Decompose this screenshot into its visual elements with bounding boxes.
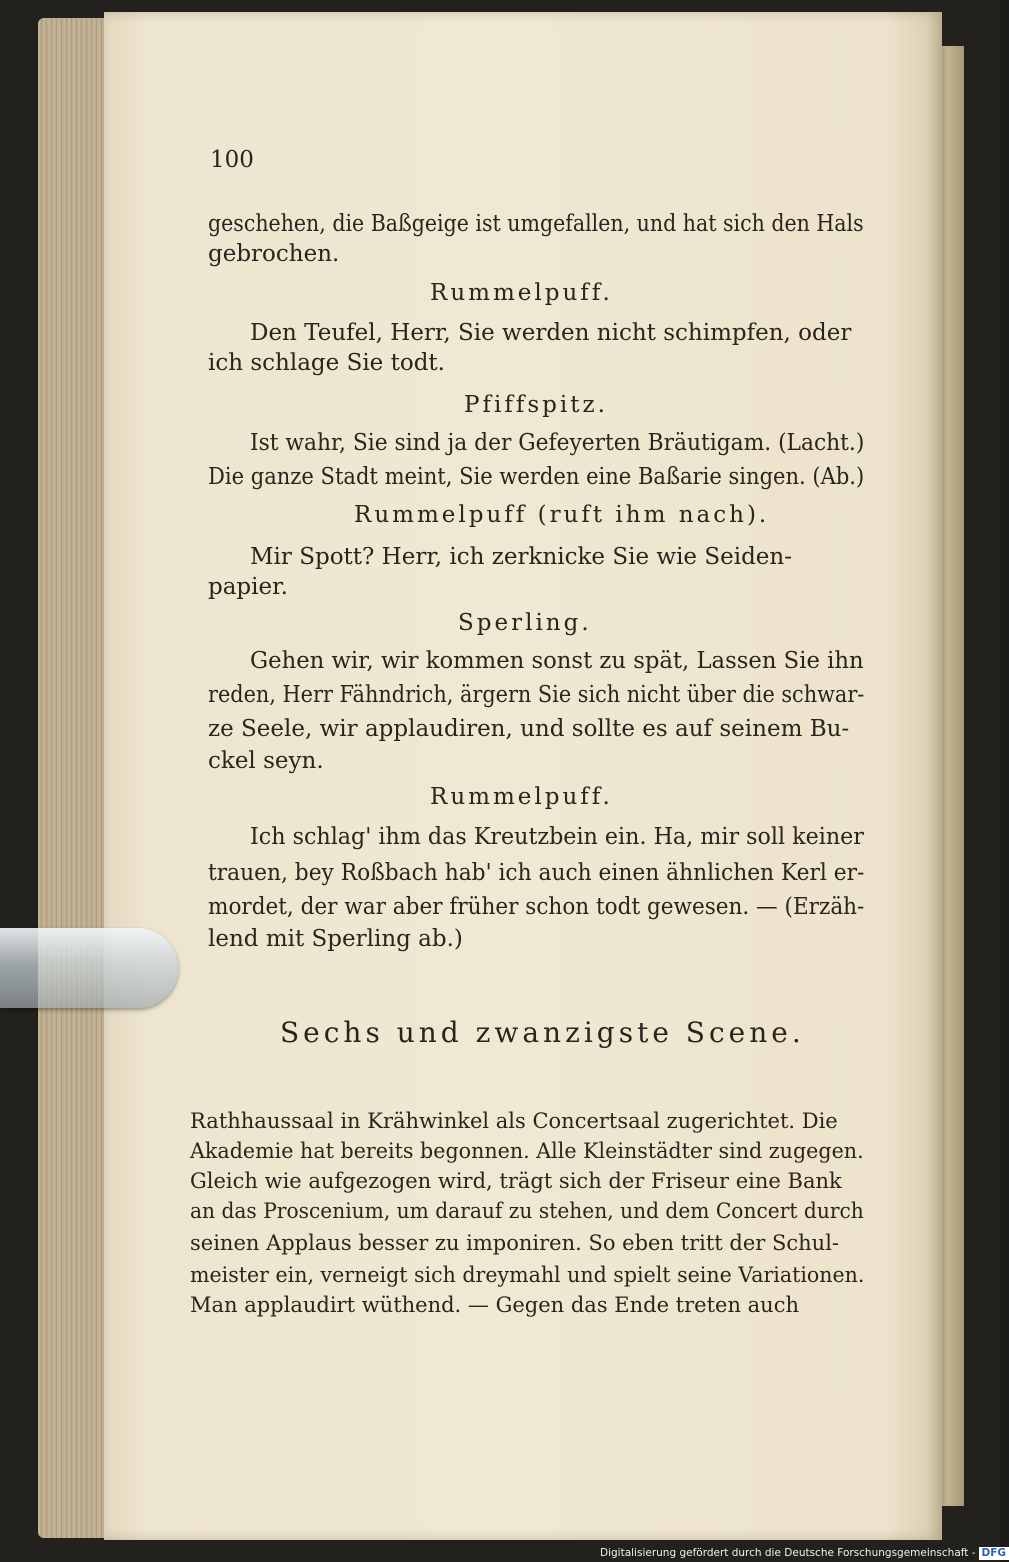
text-line: ich schlage Sie todt. xyxy=(208,350,445,376)
stage-direction-line: Rathhaussaal in Krähwinkel als Concertsaal zugerichtet. Die xyxy=(190,1109,838,1133)
text-line: geschehen, die Baßgeige ist umgefallen, und hat sich den Hals xyxy=(208,211,864,237)
speaker-name: Pfiffspitz. xyxy=(464,392,608,418)
text-line: trauen, bey Roßbach hab' ich auch einen ähnlichen Kerl er- xyxy=(208,860,865,886)
stage-direction-line: Man applaudirt wüthend. — Gegen das Ende treten auch xyxy=(190,1293,799,1317)
text-line: Mir Spott? Herr, ich zerknicke Sie wie Seiden- xyxy=(250,544,792,570)
speaker-name: Rummelpuff. xyxy=(430,280,613,306)
text-line: Den Teufel, Herr, Sie werden nicht schimpfen, oder xyxy=(250,320,852,346)
dfg-logo: DFG xyxy=(979,1547,1009,1560)
book-page xyxy=(104,12,942,1540)
text-line: ze Seele, wir applaudiren, und sollte es auf seinem Bu- xyxy=(208,716,850,742)
page-block-edges xyxy=(38,18,110,1538)
stage-direction-line: Akademie hat bereits begonnen. Alle Kleinstädter sind zugegen. xyxy=(190,1139,864,1163)
text-line: papier. xyxy=(208,574,288,600)
page-number: 100 xyxy=(210,147,254,173)
text-line: gebrochen. xyxy=(208,241,340,267)
text-line: mordet, der war aber früher schon todt gewesen. — (Erzäh- xyxy=(208,894,865,920)
text-line: reden, Herr Fähndrich, ärgern Sie sich nicht über die schwar- xyxy=(208,682,865,708)
stage-direction-line: Gleich wie aufgezogen wird, trägt sich der Friseur eine Bank xyxy=(190,1169,842,1193)
speaker-name: Rummelpuff (ruft ihm nach). xyxy=(354,502,770,528)
text-line: Gehen wir, wir kommen sonst zu spät, Lassen Sie ihn xyxy=(250,648,864,674)
digitization-footer xyxy=(600,1544,1007,1562)
text-line: lend mit Sperling ab.) xyxy=(208,926,463,952)
text-line: Ich schlag' ihm das Kreutzbein ein. Ha, mir soll keiner xyxy=(250,824,864,850)
stage-direction-line: seinen Applaus besser zu imponiren. So eben tritt der Schul- xyxy=(190,1231,840,1255)
footer-credit-text: Digitalisierung gefördert durch die Deutsche Forschungsgemeinschaft - xyxy=(600,1547,976,1559)
stage-direction-line: an das Proscenium, um darauf zu stehen, und dem Concert durch xyxy=(190,1199,864,1223)
text-line: Ist wahr, Sie sind ja der Gefeyerten Bräutigam. (Lacht.) xyxy=(250,430,865,456)
page-holder-clip xyxy=(0,928,178,1008)
speaker-name: Rummelpuff. xyxy=(430,784,613,810)
text-line: ckel seyn. xyxy=(208,748,324,774)
text-line: Die ganze Stadt meint, Sie werden eine Baßarie singen. (Ab.) xyxy=(208,464,865,490)
scene-heading: Sechs und zwanzigste Scene. xyxy=(280,1016,805,1049)
stage-direction-line: meister ein, verneigt sich dreymahl und spielt seine Variationen. xyxy=(190,1263,865,1287)
speaker-name: Sperling. xyxy=(458,610,592,636)
